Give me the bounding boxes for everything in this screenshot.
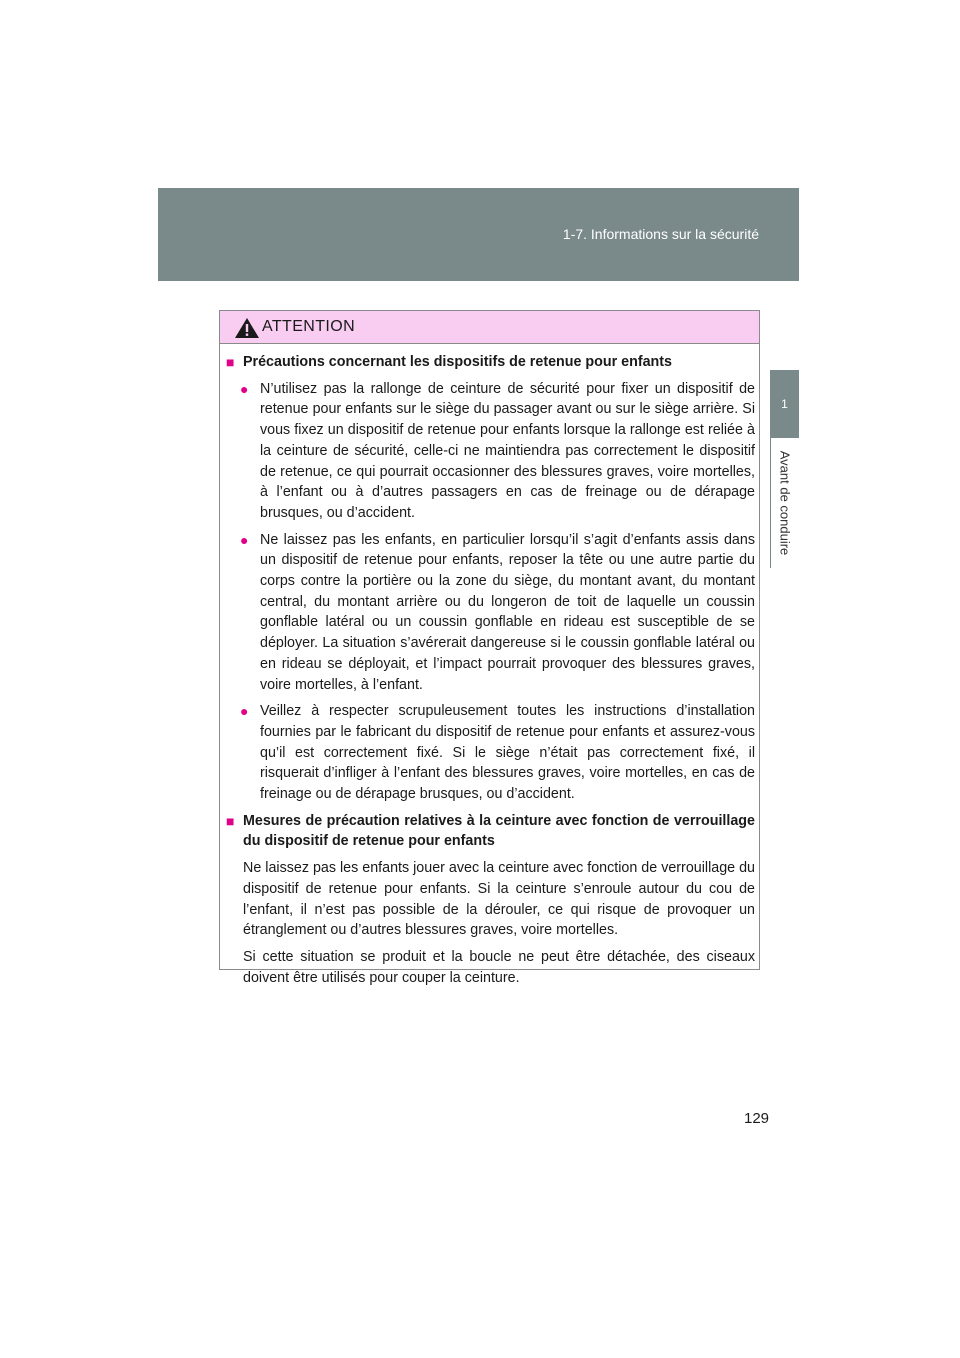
page-number: 129 — [744, 1110, 770, 1127]
warning-triangle-icon — [234, 317, 260, 339]
square-bullet-icon: ■ — [226, 812, 235, 829]
warning-body — [220, 344, 759, 988]
circle-bullet-icon: ● — [240, 380, 249, 397]
section-heading-text: Précautions concernant les dispositifs de retenue pour enfants — [243, 354, 673, 370]
section-heading-text: Mesures de précaution relatives à la ceinture avec fonction de verrouillage du dispositif de retenue pour enfants — [243, 812, 755, 850]
list-item — [240, 530, 755, 696]
section-heading — [226, 352, 755, 373]
square-bullet-icon: ■ — [226, 354, 235, 370]
list-item-text: N’utilisez pas la rallonge de ceinture de sécurité pour fixer un dispositif de retenue pour enfants sur le siège du passager avant ou sur le siège arrière. Si vous fixez un dispositif de retenue pour enfants lorsque la rallonge est reliée à la ceinture de sécurité, celle-ci ne maintiendra pas correctement le dispositif de retenue, ce qui pourrait occasionner des blessures graves, voire mortelles, à l’enfant ou à d’autres passagers en cas de freinage ou de dérapage brusques, ou d’accident. — [260, 380, 755, 521]
warning-title: ATTENTION — [262, 318, 356, 335]
list-item-text: Veillez à respecter scrupuleusement toutes les instructions d’installation fournies par le fabricant du dispositif de retenue pour enfants et assurez-vous qu’il est correctement fixé. Si le siège n’était pas correctement fixé, il risquerait d’infliger à l’enfant des blessures graves, voire mortelles, en cas de freinage ou de dérapage brusques, ou d’accident. — [260, 703, 755, 803]
list-item — [240, 379, 755, 524]
warning-header — [220, 311, 759, 344]
list-item — [240, 701, 755, 805]
chapter-label: Avant de conduire — [777, 450, 793, 556]
chapter-tab: 1 — [770, 370, 799, 438]
warning-box — [219, 310, 760, 986]
paragraph: Ne laissez pas les enfants jouer avec la ceinture avec fonction de verrouillage du dispositif de retenue pour enfants. Si la ceinture s’enroule autour du cou de l’enfant, il n’est pas possible de la dérouler, ce qui risque de provoquer un étranglement ou d’autres blessures graves, voire mortelles. — [243, 860, 755, 939]
section-title: 1-7. Informations sur la sécurité — [562, 226, 759, 242]
chapter-divider — [770, 438, 771, 568]
circle-bullet-icon: ● — [240, 531, 249, 548]
section-heading — [226, 811, 755, 852]
list-item-text: Ne laissez pas les enfants, en particulier lorsqu’il s’agit d’enfants assis dans un dispositif de retenue pour enfants, reposer la tête ou une autre partie du corps contre la portière ou la zone du siège, du montant avant, du montant central, du montant arrière ou du longeron de toit de laquelle un coussin gonflable latéral ou un coussin gonflable en rideau est susceptible de se déployer. La situation s’avérerait dangereuse si le coussin gonflable latéral ou en rideau se déployait, et l’impact pourrait provoquer des blessures graves, voire mortelles, à l’enfant. — [260, 531, 755, 693]
paragraph: Si cette situation se produit et la boucle ne peut être détachée, des ciseaux doivent être utilisés pour couper la ceinture. — [243, 948, 755, 986]
circle-bullet-icon: ● — [240, 703, 249, 720]
header-band — [158, 188, 799, 281]
